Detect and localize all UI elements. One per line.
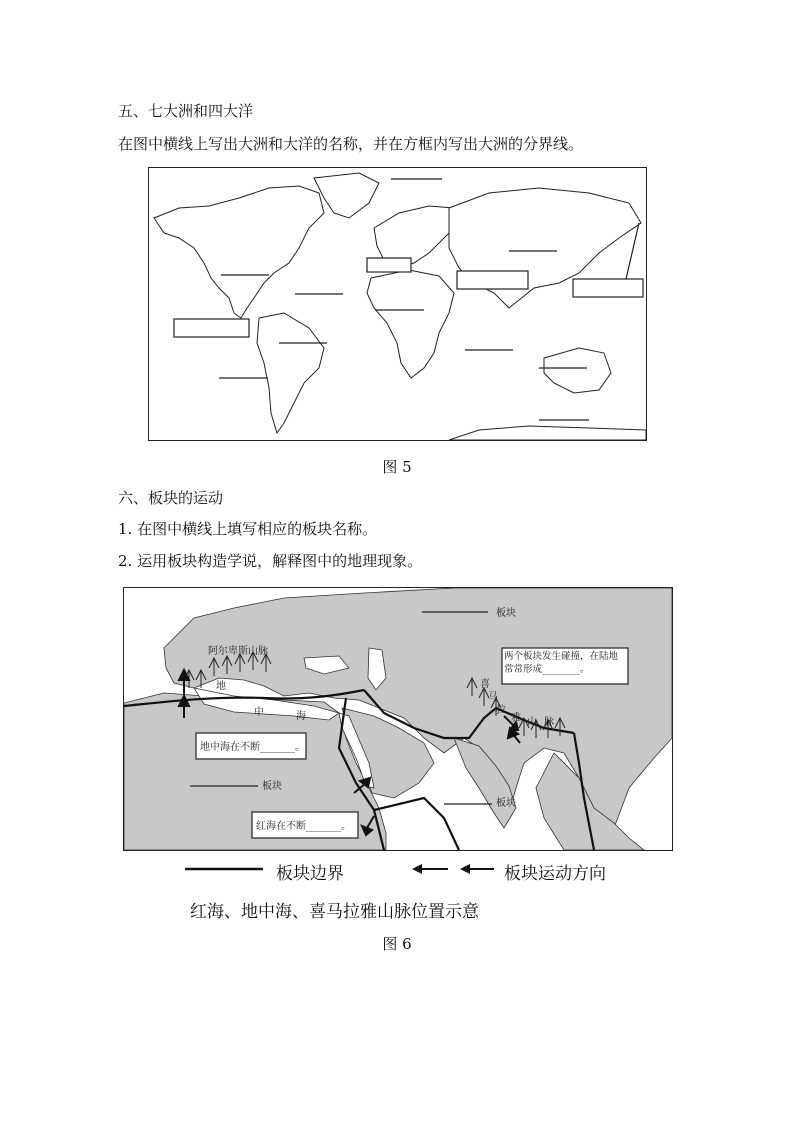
- section5-instruction: 在图中横线上写出大洲和大洋的名称，并在方框内写出大洲的分界线。: [118, 135, 584, 153]
- collision-note: 两个板块发生碰撞，在陆地常常形成________。: [504, 651, 619, 675]
- med-label-3: 海: [296, 711, 306, 722]
- plate-map: [123, 587, 673, 851]
- figure5-caption: 图 5: [382, 458, 412, 476]
- himalaya-label-1: 喜: [480, 679, 490, 690]
- boundary-box: [457, 271, 528, 289]
- boundary-box: [174, 319, 249, 337]
- australia-shape: [544, 348, 611, 393]
- section5-heading: 五、七大洲和四大洋: [118, 102, 254, 120]
- legend-boundary-line: [185, 862, 265, 876]
- antarctica-shape: [449, 426, 646, 440]
- plate-label-top: 板块: [496, 608, 516, 619]
- med-label-1: 地: [216, 681, 226, 692]
- section6-item1: 1. 在图中横线上填写相应的板块名称。: [118, 520, 378, 538]
- section6-heading: 六、板块的运动: [118, 489, 224, 507]
- alps-label: 阿尔卑斯山脉: [208, 646, 268, 657]
- himalaya-label-3: 拉: [496, 705, 506, 716]
- himalaya-label-6: 脉: [544, 717, 554, 728]
- plate-label-india: 板块: [496, 798, 516, 809]
- boundary-box: [573, 279, 643, 297]
- legend-boundary-text: 板块边界: [276, 864, 344, 884]
- himalaya-label-5: 山: [527, 717, 537, 728]
- south-america-shape: [257, 313, 324, 433]
- legend-arrows: [412, 862, 494, 876]
- med-label-2: 中: [254, 707, 264, 718]
- red-note: 红海在不断_______。: [256, 821, 351, 832]
- figure6-subtitle: 红海、地中海、喜马拉雅山脉位置示意: [190, 902, 479, 922]
- boundary-box: [367, 258, 411, 272]
- med-note: 地中海在不断_______。: [200, 742, 305, 753]
- africa-shape: [367, 270, 454, 378]
- world-map: [148, 167, 647, 441]
- legend-direction-text: 板块运动方向: [504, 864, 606, 884]
- plate-label-left: 板块: [262, 781, 282, 792]
- plate-boundary: [374, 798, 459, 850]
- figure6-caption: 图 6: [382, 935, 412, 953]
- north-america-shape: [154, 186, 324, 318]
- section6-item2: 2. 运用板块构造学说，解释图中的地理现象。: [118, 552, 423, 570]
- himalaya-label-4: 雅: [511, 713, 521, 724]
- himalaya-label-2: 马: [488, 692, 498, 703]
